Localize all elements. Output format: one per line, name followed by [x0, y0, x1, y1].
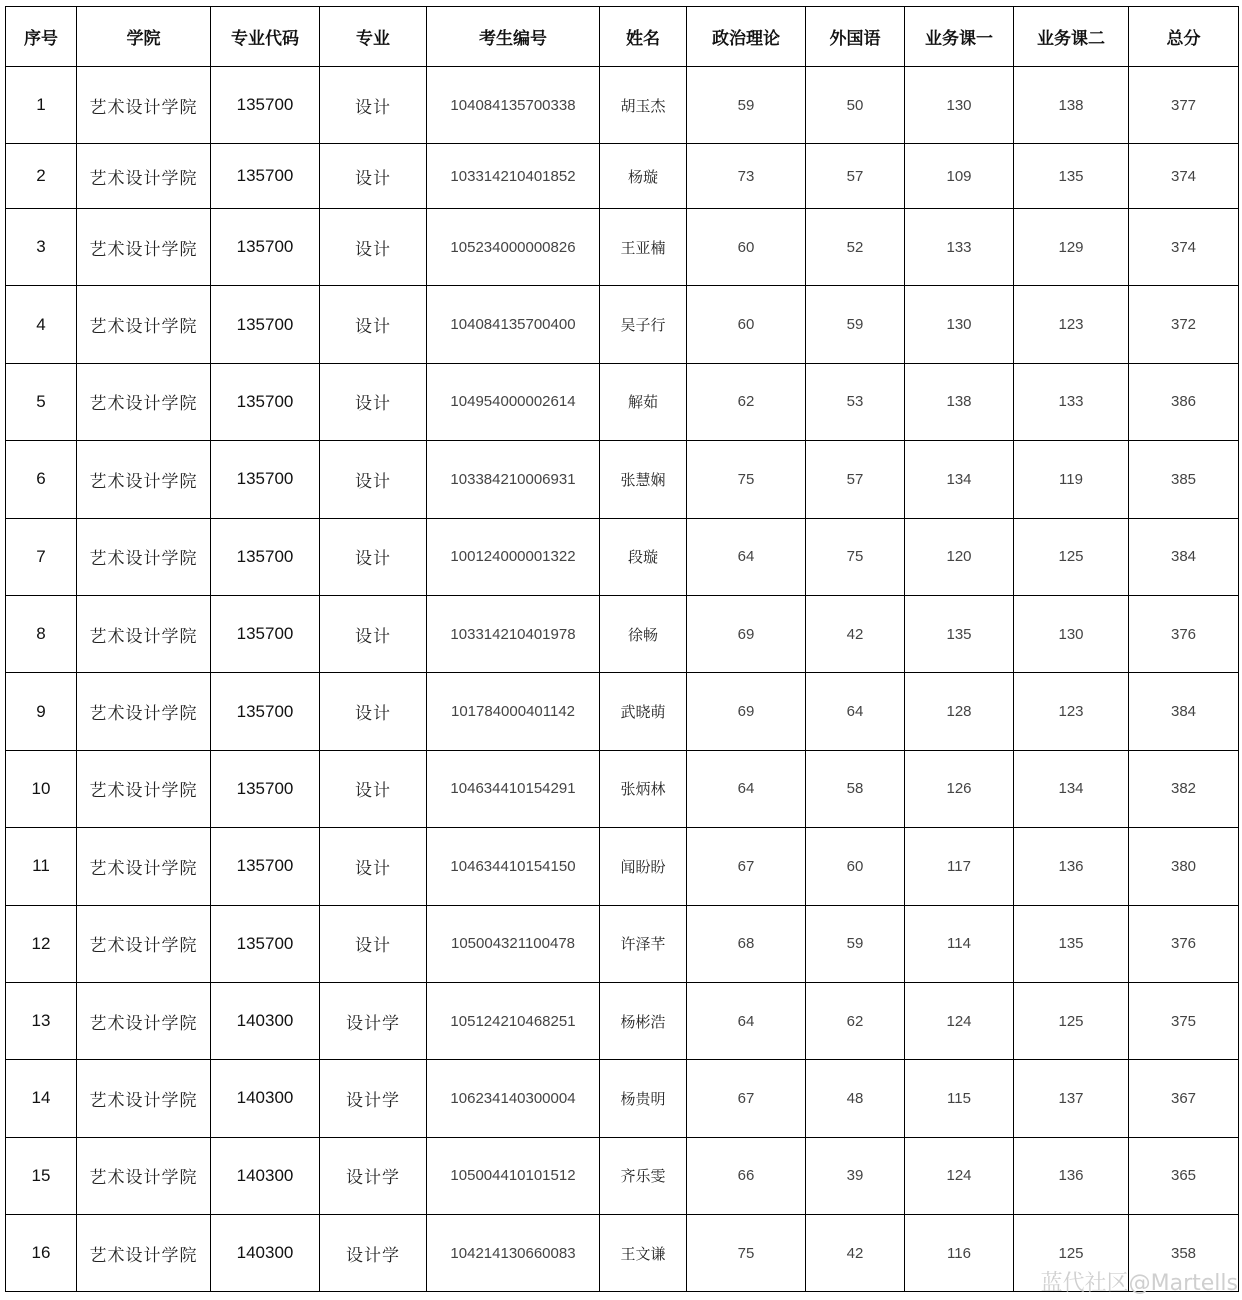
table-row [6, 363, 1239, 440]
cell-foreign-language: 59 [806, 286, 905, 363]
cell-college: 艺术设计学院 [77, 363, 211, 440]
cell-index: 8 [6, 595, 77, 672]
cell-name: 王亚楠 [600, 209, 687, 286]
cell-course-two: 133 [1014, 363, 1129, 440]
cell-course-one: 115 [905, 1060, 1014, 1137]
cell-total: 375 [1129, 982, 1239, 1059]
cell-politics: 75 [687, 1215, 806, 1292]
cell-candidate-id: 105004410101512 [427, 1137, 600, 1214]
cell-college: 艺术设计学院 [77, 286, 211, 363]
watermark: 蓝代社区@Martells [1040, 1271, 1238, 1296]
table-row [6, 1060, 1239, 1137]
cell-candidate-id: 100124000001322 [427, 518, 600, 595]
cell-politics: 60 [687, 209, 806, 286]
header-foreign-language: 外国语 [806, 7, 905, 67]
cell-total: 384 [1129, 518, 1239, 595]
cell-course-one: 120 [905, 518, 1014, 595]
header-course-two: 业务课二 [1014, 7, 1129, 67]
cell-total: 376 [1129, 905, 1239, 982]
cell-major: 设计 [320, 828, 427, 905]
cell-index: 10 [6, 750, 77, 827]
cell-name: 杨彬浩 [600, 982, 687, 1059]
cell-course-one: 133 [905, 209, 1014, 286]
cell-college: 艺术设计学院 [77, 982, 211, 1059]
cell-major-code: 135700 [211, 673, 320, 750]
table-row [6, 750, 1239, 827]
table-row [6, 595, 1239, 672]
cell-course-two: 134 [1014, 750, 1129, 827]
cell-index: 6 [6, 441, 77, 518]
cell-name: 闻盼盼 [600, 828, 687, 905]
cell-name: 张炳林 [600, 750, 687, 827]
cell-course-two: 135 [1014, 144, 1129, 209]
cell-major: 设计 [320, 363, 427, 440]
table-row [6, 673, 1239, 750]
cell-foreign-language: 62 [806, 982, 905, 1059]
cell-politics: 66 [687, 1137, 806, 1214]
cell-politics: 69 [687, 595, 806, 672]
cell-course-one: 109 [905, 144, 1014, 209]
table-body [6, 67, 1239, 1292]
cell-total: 382 [1129, 750, 1239, 827]
table-row [6, 1137, 1239, 1214]
cell-course-two: 135 [1014, 905, 1129, 982]
header-row [6, 7, 1239, 67]
cell-candidate-id: 106234140300004 [427, 1060, 600, 1137]
cell-name: 胡玉杰 [600, 67, 687, 144]
cell-index: 13 [6, 982, 77, 1059]
cell-major-code: 135700 [211, 441, 320, 518]
cell-foreign-language: 57 [806, 144, 905, 209]
cell-course-one: 138 [905, 363, 1014, 440]
cell-name: 吴子行 [600, 286, 687, 363]
cell-college: 艺术设计学院 [77, 1060, 211, 1137]
cell-major: 设计 [320, 441, 427, 518]
cell-politics: 75 [687, 441, 806, 518]
cell-foreign-language: 48 [806, 1060, 905, 1137]
cell-foreign-language: 75 [806, 518, 905, 595]
table-row [6, 67, 1239, 144]
cell-index: 16 [6, 1215, 77, 1292]
table-row [6, 518, 1239, 595]
table-row [6, 441, 1239, 518]
cell-course-one: 126 [905, 750, 1014, 827]
cell-major: 设计 [320, 518, 427, 595]
cell-foreign-language: 42 [806, 1215, 905, 1292]
cell-politics: 67 [687, 828, 806, 905]
cell-major-code: 140300 [211, 1215, 320, 1292]
cell-index: 4 [6, 286, 77, 363]
cell-major: 设计 [320, 286, 427, 363]
cell-candidate-id: 105004321100478 [427, 905, 600, 982]
cell-course-two: 137 [1014, 1060, 1129, 1137]
cell-course-two: 129 [1014, 209, 1129, 286]
cell-major: 设计学 [320, 1137, 427, 1214]
cell-foreign-language: 57 [806, 441, 905, 518]
cell-major: 设计学 [320, 982, 427, 1059]
cell-politics: 64 [687, 982, 806, 1059]
cell-index: 12 [6, 905, 77, 982]
cell-total: 374 [1129, 209, 1239, 286]
cell-course-one: 130 [905, 67, 1014, 144]
cell-foreign-language: 59 [806, 905, 905, 982]
cell-course-one: 124 [905, 1137, 1014, 1214]
cell-major-code: 135700 [211, 595, 320, 672]
cell-major-code: 135700 [211, 518, 320, 595]
cell-college: 艺术设计学院 [77, 144, 211, 209]
cell-total: 358 [1129, 1215, 1239, 1292]
cell-major: 设计学 [320, 1215, 427, 1292]
header-politics: 政治理论 [687, 7, 806, 67]
cell-politics: 67 [687, 1060, 806, 1137]
cell-candidate-id: 105124210468251 [427, 982, 600, 1059]
cell-total: 376 [1129, 595, 1239, 672]
cell-candidate-id: 103384210006931 [427, 441, 600, 518]
table-row [6, 286, 1239, 363]
cell-name: 齐乐雯 [600, 1137, 687, 1214]
table-row [6, 982, 1239, 1059]
cell-politics: 73 [687, 144, 806, 209]
cell-major-code: 140300 [211, 1060, 320, 1137]
cell-name: 武晓萌 [600, 673, 687, 750]
cell-course-two: 125 [1014, 518, 1129, 595]
table-row [6, 905, 1239, 982]
cell-college: 艺术设计学院 [77, 67, 211, 144]
cell-candidate-id: 103314210401978 [427, 595, 600, 672]
cell-major-code: 135700 [211, 828, 320, 905]
cell-candidate-id: 104954000002614 [427, 363, 600, 440]
header-candidate-id: 考生编号 [427, 7, 600, 67]
cell-candidate-id: 104084135700338 [427, 67, 600, 144]
cell-major-code: 140300 [211, 1137, 320, 1214]
cell-politics: 62 [687, 363, 806, 440]
cell-major-code: 135700 [211, 144, 320, 209]
cell-major-code: 135700 [211, 209, 320, 286]
cell-course-two: 138 [1014, 67, 1129, 144]
cell-foreign-language: 50 [806, 67, 905, 144]
cell-foreign-language: 53 [806, 363, 905, 440]
cell-total: 367 [1129, 1060, 1239, 1137]
table-row [6, 209, 1239, 286]
cell-total: 374 [1129, 144, 1239, 209]
score-table [5, 6, 1239, 1292]
cell-name: 王文谦 [600, 1215, 687, 1292]
cell-college: 艺术设计学院 [77, 905, 211, 982]
cell-name: 张慧娴 [600, 441, 687, 518]
cell-major-code: 135700 [211, 286, 320, 363]
cell-name: 段璇 [600, 518, 687, 595]
cell-college: 艺术设计学院 [77, 441, 211, 518]
cell-major-code: 135700 [211, 750, 320, 827]
cell-total: 385 [1129, 441, 1239, 518]
cell-politics: 64 [687, 750, 806, 827]
cell-course-two: 119 [1014, 441, 1129, 518]
cell-politics: 60 [687, 286, 806, 363]
cell-name: 杨贵明 [600, 1060, 687, 1137]
cell-total: 372 [1129, 286, 1239, 363]
cell-course-two: 123 [1014, 673, 1129, 750]
cell-index: 11 [6, 828, 77, 905]
cell-politics: 59 [687, 67, 806, 144]
cell-index: 5 [6, 363, 77, 440]
cell-major: 设计 [320, 673, 427, 750]
cell-course-two: 130 [1014, 595, 1129, 672]
cell-total: 380 [1129, 828, 1239, 905]
cell-total: 365 [1129, 1137, 1239, 1214]
cell-major-code: 140300 [211, 982, 320, 1059]
header-college: 学院 [77, 7, 211, 67]
cell-name: 解茹 [600, 363, 687, 440]
cell-college: 艺术设计学院 [77, 518, 211, 595]
cell-index: 3 [6, 209, 77, 286]
cell-course-one: 128 [905, 673, 1014, 750]
cell-index: 7 [6, 518, 77, 595]
cell-candidate-id: 101784000401142 [427, 673, 600, 750]
cell-course-one: 114 [905, 905, 1014, 982]
table-row [6, 828, 1239, 905]
header-total: 总分 [1129, 7, 1239, 67]
cell-candidate-id: 103314210401852 [427, 144, 600, 209]
cell-foreign-language: 39 [806, 1137, 905, 1214]
cell-course-one: 124 [905, 982, 1014, 1059]
cell-total: 384 [1129, 673, 1239, 750]
cell-course-two: 125 [1014, 982, 1129, 1059]
cell-index: 2 [6, 144, 77, 209]
cell-total: 377 [1129, 67, 1239, 144]
cell-course-two: 125 [1014, 1215, 1129, 1292]
cell-college: 艺术设计学院 [77, 750, 211, 827]
cell-major: 设计 [320, 144, 427, 209]
header-major: 专业 [320, 7, 427, 67]
cell-major-code: 135700 [211, 67, 320, 144]
cell-candidate-id: 104214130660083 [427, 1215, 600, 1292]
header-name: 姓名 [600, 7, 687, 67]
cell-index: 9 [6, 673, 77, 750]
table-row [6, 144, 1239, 209]
cell-college: 艺术设计学院 [77, 595, 211, 672]
cell-foreign-language: 42 [806, 595, 905, 672]
cell-course-two: 136 [1014, 828, 1129, 905]
cell-major: 设计 [320, 595, 427, 672]
cell-index: 14 [6, 1060, 77, 1137]
cell-college: 艺术设计学院 [77, 673, 211, 750]
cell-index: 1 [6, 67, 77, 144]
cell-major-code: 135700 [211, 905, 320, 982]
cell-course-one: 135 [905, 595, 1014, 672]
cell-total: 386 [1129, 363, 1239, 440]
cell-name: 许泽芊 [600, 905, 687, 982]
cell-candidate-id: 104634410154150 [427, 828, 600, 905]
cell-foreign-language: 52 [806, 209, 905, 286]
cell-major-code: 135700 [211, 363, 320, 440]
cell-candidate-id: 105234000000826 [427, 209, 600, 286]
cell-course-one: 117 [905, 828, 1014, 905]
cell-major: 设计 [320, 67, 427, 144]
cell-major: 设计 [320, 750, 427, 827]
cell-foreign-language: 60 [806, 828, 905, 905]
cell-candidate-id: 104634410154291 [427, 750, 600, 827]
cell-major: 设计 [320, 905, 427, 982]
header-major-code: 专业代码 [211, 7, 320, 67]
cell-foreign-language: 64 [806, 673, 905, 750]
cell-foreign-language: 58 [806, 750, 905, 827]
cell-major: 设计 [320, 209, 427, 286]
cell-college: 艺术设计学院 [77, 209, 211, 286]
cell-course-two: 136 [1014, 1137, 1129, 1214]
cell-index: 15 [6, 1137, 77, 1214]
cell-candidate-id: 104084135700400 [427, 286, 600, 363]
cell-name: 徐畅 [600, 595, 687, 672]
cell-name: 杨璇 [600, 144, 687, 209]
cell-politics: 69 [687, 673, 806, 750]
cell-politics: 68 [687, 905, 806, 982]
cell-college: 艺术设计学院 [77, 828, 211, 905]
header-course-one: 业务课一 [905, 7, 1014, 67]
cell-course-one: 134 [905, 441, 1014, 518]
cell-college: 艺术设计学院 [77, 1215, 211, 1292]
cell-major: 设计学 [320, 1060, 427, 1137]
cell-course-one: 130 [905, 286, 1014, 363]
cell-college: 艺术设计学院 [77, 1137, 211, 1214]
header-index: 序号 [6, 7, 77, 67]
cell-politics: 64 [687, 518, 806, 595]
cell-course-two: 123 [1014, 286, 1129, 363]
cell-course-one: 116 [905, 1215, 1014, 1292]
